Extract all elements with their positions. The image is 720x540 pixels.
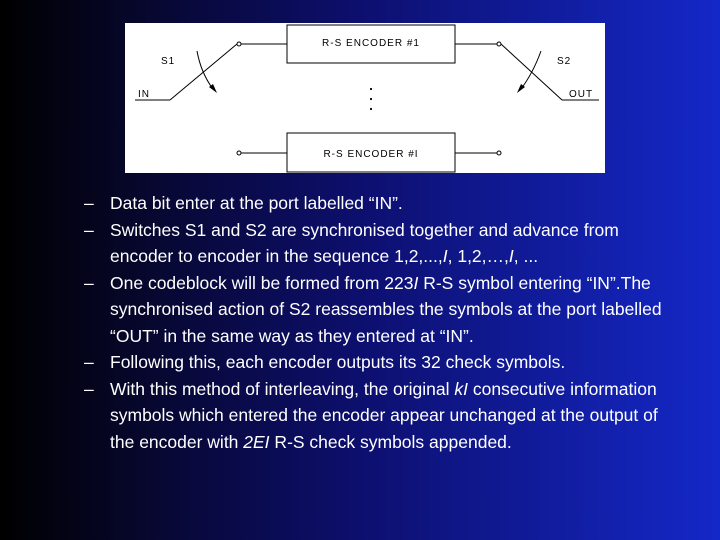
interleaver-diagram — [125, 23, 605, 173]
bullet-text: Switches S1 and S2 are synchronised together and advance from encoder to encoder in the sequence 1,2,..., — [110, 219, 619, 266]
bullet-item — [84, 376, 684, 456]
bullet-text: One codeblock will be formed from 223 — [110, 272, 414, 293]
output-label: OUT — [569, 89, 594, 100]
encoder-1-label: R-S ENCODER #1 — [322, 38, 420, 49]
bullet-dash: – — [84, 219, 94, 240]
bullet-dash: – — [84, 378, 94, 399]
s1-contact-bottom — [237, 151, 241, 155]
bullet-item — [84, 190, 684, 217]
interleaver-diagram-svg — [125, 23, 605, 173]
encoder-i-label: R-S ENCODER #I — [323, 149, 419, 160]
bullet-item — [84, 270, 684, 350]
s1-contact-top — [237, 42, 241, 46]
switch-s1-label: S1 — [161, 56, 176, 67]
bullet-item — [84, 217, 684, 270]
ellipsis-dot-3 — [370, 108, 372, 110]
s2-contact-bottom — [497, 151, 501, 155]
bullet-text: Data bit enter at the port labelled “IN”. — [110, 193, 403, 213]
bullet-text: Following this, each encoder outputs its 32 check symbols. — [110, 352, 566, 372]
bullet-italic-variable: I — [508, 246, 514, 266]
ellipsis-dot-1 — [370, 88, 372, 90]
bullet-italic-variable: kI — [454, 378, 468, 399]
bullet-dash: – — [84, 272, 94, 293]
bullet-italic-variable: I — [413, 272, 419, 293]
ellipsis-dot-2 — [370, 98, 372, 100]
s1-rotation-arrow — [197, 51, 213, 89]
bullet-text: R-S check symbols appended. — [269, 431, 512, 452]
bullet-text: R-S symbol entering “IN”.The synchronised action of S2 reassembles the symbols at the port labelled “OUT” in the same way as they entered at “IN”. — [110, 272, 662, 346]
bullet-dash: – — [84, 193, 94, 213]
bullet-text: With this method of interleaving, the original — [110, 378, 455, 399]
bullet-text: , 1,2,…, — [447, 246, 509, 266]
bullet-dash: – — [84, 352, 94, 372]
bullet-italic-variable: I — [442, 246, 448, 266]
bullet-item — [84, 349, 684, 376]
input-label: IN — [138, 89, 150, 100]
bullet-italic-variable: 2EI — [243, 431, 270, 452]
switch-s2-label: S2 — [557, 56, 572, 67]
s2-rotation-arrow — [521, 51, 541, 89]
bullet-text: , ... — [513, 246, 539, 266]
s2-contact-top — [497, 42, 501, 46]
bullet-text: consecutive information symbols which entered the encoder appear unchanged at the output of the encoder with — [110, 378, 658, 452]
bullet-list — [84, 190, 684, 455]
